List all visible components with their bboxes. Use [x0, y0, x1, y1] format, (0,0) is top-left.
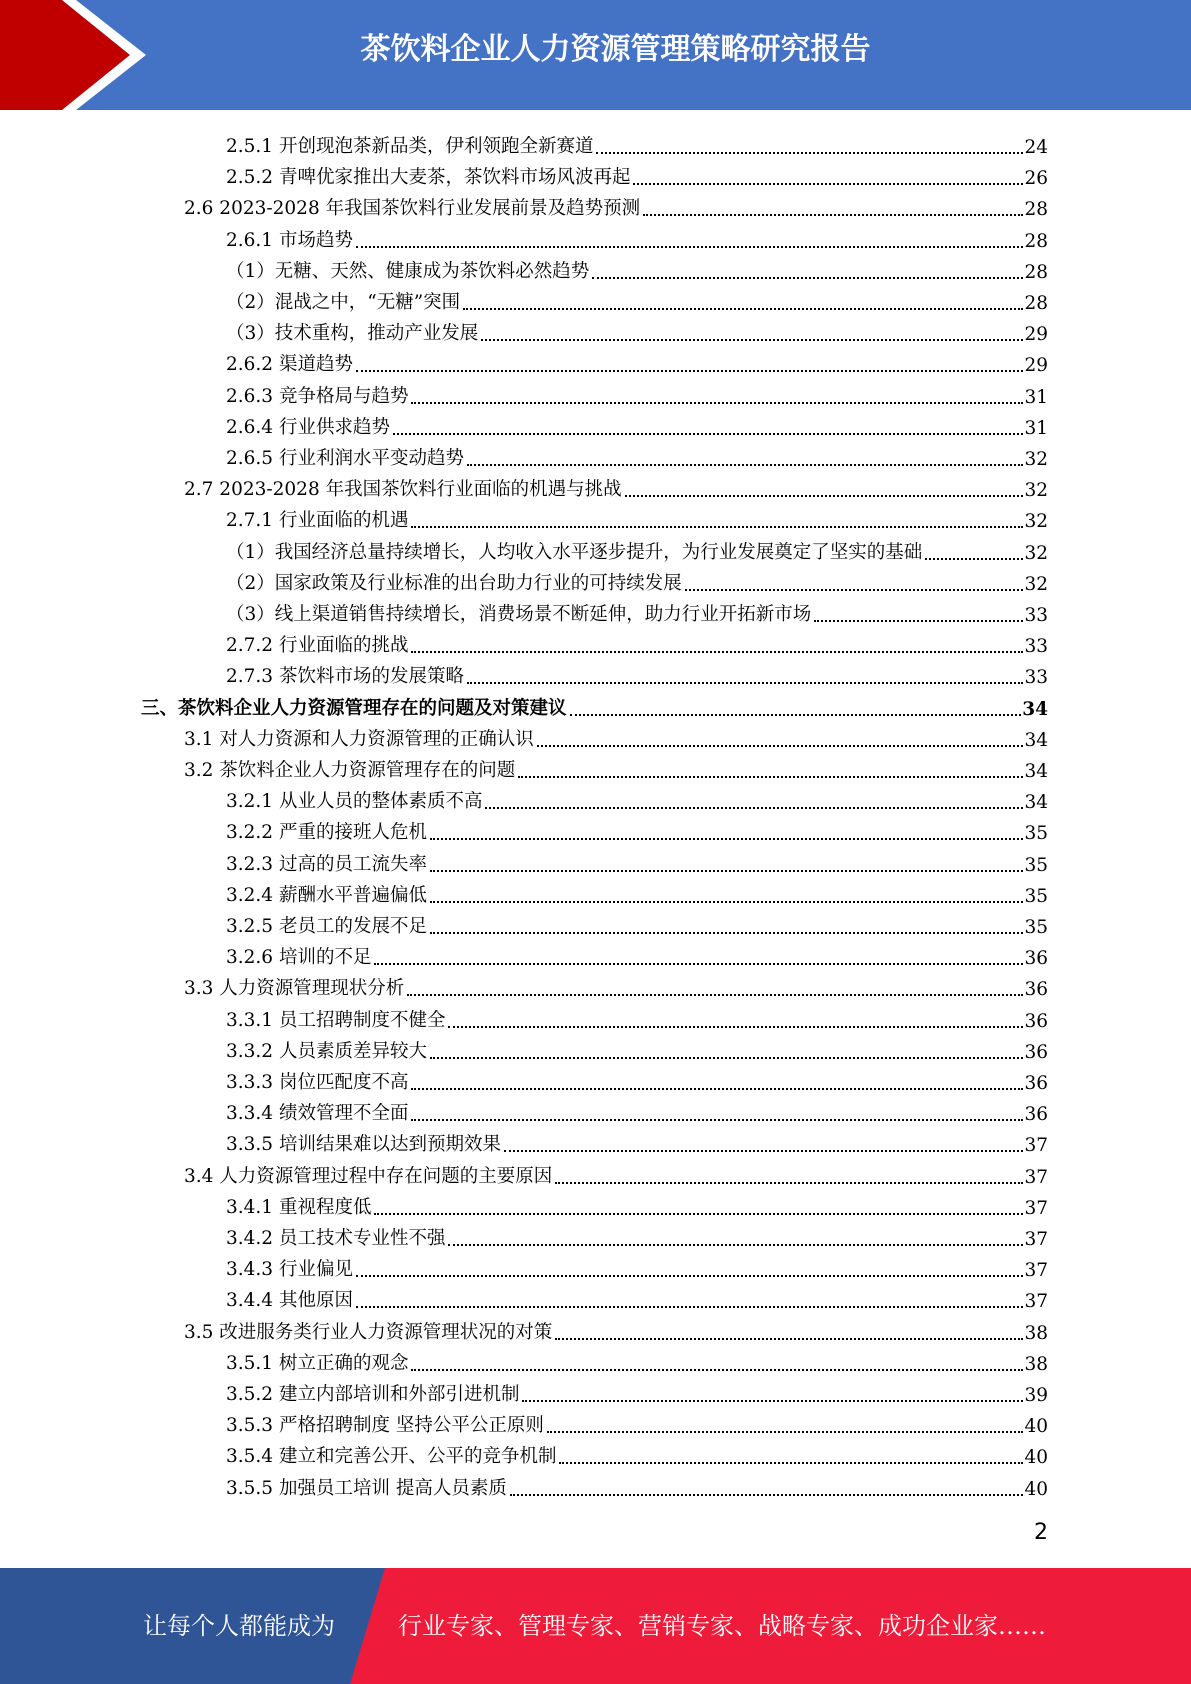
toc-entry-page: 31: [1024, 417, 1048, 439]
toc-entry-title: 2.6.5 行业利润水平变动趋势: [226, 448, 464, 469]
toc-entry-title: （3）线上渠道销售持续增长，消费场景不断延伸，助力行业开拓新市场: [226, 604, 812, 625]
toc-entry[interactable]: [226, 1094, 1048, 1125]
toc-entry[interactable]: [226, 252, 1048, 283]
toc-entry[interactable]: [226, 1063, 1048, 1094]
toc-entry-page: 40: [1024, 1416, 1048, 1438]
toc-leader-dots: [570, 700, 1022, 716]
toc-entry-title: 2.5.1 开创现泡茶新品类，伊利领跑全新赛道: [226, 136, 594, 157]
toc-entry-page: 36: [1024, 1073, 1048, 1094]
toc-entry[interactable]: [226, 314, 1048, 345]
toc-entry-page: 38: [1024, 1322, 1048, 1344]
toc-entry[interactable]: [184, 751, 1048, 782]
toc-entry[interactable]: [226, 439, 1048, 470]
toc-entry-title: 3.5.5 加强员工培训 提高人员素质: [226, 1477, 507, 1499]
toc-entry-page: 33: [1024, 605, 1048, 626]
toc-leader-dots: [485, 793, 1023, 809]
toc-entry[interactable]: [226, 158, 1048, 189]
toc-entry-title: （1）无糖、天然、健康成为茶饮料必然趋势: [226, 260, 590, 282]
toc-leader-dots: [430, 887, 1023, 903]
toc-entry-title: 2.7.3 茶饮料市场的发展策略: [226, 666, 464, 688]
toc-leader-dots: [625, 481, 1024, 497]
toc-entry-title: 3.4.3 行业偏见: [226, 1259, 353, 1281]
toc-entry-page: 35: [1024, 885, 1048, 907]
toc-entry[interactable]: [226, 533, 1048, 564]
footer-slogan-left: 让每个人都能成为: [143, 1612, 335, 1640]
toc-entry[interactable]: [226, 1001, 1048, 1032]
toc-entry-title: 2.6.2 渠道趋势: [226, 354, 353, 376]
toc-entry-title: 3.2.3 过高的员工流失率: [226, 853, 427, 875]
toc-leader-dots: [430, 1043, 1023, 1059]
toc-entry[interactable]: [226, 283, 1048, 314]
toc-entry-page: 37: [1024, 1135, 1048, 1157]
toc-leader-dots: [411, 1355, 1023, 1371]
toc-leader-dots: [555, 1168, 1023, 1184]
toc-entry-title: 3.5.1 树立正确的观念: [226, 1352, 409, 1374]
toc-leader-dots: [592, 263, 1023, 279]
toc-entry[interactable]: [226, 1281, 1048, 1312]
toc-entry[interactable]: [184, 720, 1048, 751]
toc-entry-page: 29: [1024, 324, 1048, 346]
toc-leader-dots: [430, 824, 1023, 840]
toc-entry-title: 3.3.3 岗位匹配度不高: [226, 1072, 409, 1093]
toc-entry-title: 3.4.1 重视程度低: [226, 1196, 372, 1218]
toc-entry[interactable]: [226, 1125, 1048, 1156]
toc-leader-dots: [510, 1480, 1024, 1496]
toc-entry-title: 3.3.2 人员素质差异较大: [226, 1040, 427, 1062]
toc-leader-dots: [925, 544, 1023, 560]
toc-entry-title: （1）我国经济总量持续增长，人均收入水平逐步提升，为行业发展奠定了坚实的基础: [226, 541, 923, 563]
toc-entry-page: 34: [1024, 792, 1048, 814]
toc-entry-page: 32: [1024, 480, 1048, 502]
toc-entry[interactable]: [184, 189, 1048, 220]
toc-entry[interactable]: [184, 1157, 1048, 1188]
toc-entry-title: （3）技术重构，推动产业发展: [226, 323, 479, 345]
toc-entry-page: 24: [1024, 137, 1048, 158]
toc-entry[interactable]: [226, 501, 1048, 532]
toc-entry-title: 3.4.4 其他原因: [226, 1290, 353, 1312]
toc-leader-dots: [411, 1074, 1023, 1090]
toc-entry-page: 29: [1024, 355, 1048, 377]
toc-entry-page: 37: [1024, 1197, 1048, 1219]
toc-entry-page: 35: [1024, 854, 1048, 876]
toc-leader-dots: [537, 731, 1024, 747]
toc-entry[interactable]: [226, 564, 1048, 595]
toc-entry-title: 3.5.4 建立和完善公开、公平的竞争机制: [226, 1446, 557, 1468]
toc-entry-title: 3.2.5 老员工的发展不足: [226, 916, 427, 937]
toc-entry-page: 26: [1024, 168, 1048, 190]
toc-entry-title: 2.5.2 青啤优家推出大麦茶，茶饮料市场风波再起: [226, 167, 631, 189]
toc-entry[interactable]: [184, 1313, 1048, 1344]
toc-entry-page: 37: [1024, 1229, 1048, 1250]
toc-entry[interactable]: [226, 657, 1048, 688]
toc-entry[interactable]: [226, 1344, 1048, 1375]
toc-leader-dots: [448, 1230, 1023, 1246]
toc-entry-page: 32: [1024, 573, 1048, 595]
toc-leader-dots: [463, 294, 1023, 310]
toc-entry-title: 3.4 人力资源管理过程中存在问题的主要原因: [184, 1165, 553, 1187]
toc-entry[interactable]: [226, 626, 1048, 657]
toc-leader-dots: [356, 356, 1024, 372]
toc-entry-title: 3.2.4 薪酬水平普遍偏低: [226, 884, 427, 906]
toc-entry-title: 3.2.1 从业人员的整体素质不高: [226, 791, 483, 813]
toc-entry-page: 33: [1024, 667, 1048, 689]
toc-entry[interactable]: [226, 127, 1048, 158]
toc-entry-title: 3.2 茶饮料企业人力资源管理存在的问题: [184, 760, 516, 781]
toc-leader-dots: [504, 1136, 1023, 1152]
toc-leader-dots: [547, 1417, 1024, 1433]
toc-entry-page: 38: [1024, 1353, 1048, 1375]
toc-entry-page: 36: [1024, 948, 1048, 970]
toc-entry-title: 2.6 2023-2028 年我国茶饮料行业发展前景及趋势预测: [184, 198, 641, 220]
toc-entry-title: 3.3 人力资源管理现状分析: [184, 978, 405, 1000]
toc-leader-dots: [430, 918, 1023, 934]
toc-leader-dots: [522, 1386, 1023, 1402]
toc-entry-title: 2.6.1 市场趋势: [226, 229, 353, 251]
toc-entry-title: 3.1 对人力资源和人力资源管理的正确认识: [184, 728, 534, 750]
footer-band: [0, 1568, 1191, 1684]
toc-entry-page: 36: [1024, 1010, 1048, 1032]
page-number: 2: [1034, 1520, 1048, 1545]
toc-entry-title: （2）国家政策及行业标准的出台助力行业的可持续发展: [226, 572, 682, 594]
toc-entry-page: 32: [1024, 449, 1048, 470]
toc-entry-page: 28: [1024, 293, 1048, 314]
toc-entry[interactable]: [226, 1188, 1048, 1219]
toc-entry[interactable]: [226, 345, 1048, 376]
toc-entry-page: 36: [1024, 1041, 1048, 1063]
toc-entry-page: 34: [1024, 729, 1048, 751]
toc-leader-dots: [448, 1012, 1023, 1028]
toc-entry-page: 36: [1024, 979, 1048, 1001]
toc-entry[interactable]: [226, 1219, 1048, 1250]
toc-entry-page: 28: [1024, 230, 1048, 252]
toc-entry[interactable]: [141, 689, 1048, 720]
footer-slogan-right: 行业专家、管理专家、营销专家、战略专家、成功企业家……: [398, 1612, 1046, 1640]
toc-entry-title: 3.4.2 员工技术专业性不强: [226, 1228, 446, 1249]
toc-entry-title: 3.5.2 建立内部培训和外部引进机制: [226, 1384, 520, 1405]
toc-entry-title: 3.2.2 严重的接班人危机: [226, 822, 427, 844]
toc-leader-dots: [814, 606, 1023, 622]
toc-entry-page: 35: [1024, 823, 1048, 845]
toc-leader-dots: [555, 1324, 1023, 1340]
toc-entry-title: 3.2.6 培训的不足: [226, 947, 372, 969]
toc-leader-dots: [411, 1105, 1023, 1121]
toc-entry-page: 37: [1024, 1166, 1048, 1188]
toc-entry-page: 37: [1024, 1260, 1048, 1282]
toc-leader-dots: [643, 200, 1023, 216]
toc-leader-dots: [411, 512, 1023, 528]
toc-leader-dots: [356, 1261, 1024, 1277]
toc-entry[interactable]: [226, 845, 1048, 876]
toc-entry-title: 3.3.1 员工招聘制度不健全: [226, 1009, 446, 1031]
toc-entry-title: 2.7.2 行业面临的挑战: [226, 635, 409, 657]
toc-entry[interactable]: [226, 1469, 1048, 1500]
toc-entry[interactable]: [226, 1437, 1048, 1468]
document-title: 茶饮料企业人力资源管理策略研究报告: [360, 32, 871, 67]
toc-leader-dots: [356, 232, 1024, 248]
toc-entry[interactable]: [226, 907, 1048, 938]
toc-leader-dots: [685, 575, 1024, 591]
toc-entry-page: 37: [1024, 1291, 1048, 1313]
toc-leader-dots: [356, 1292, 1024, 1308]
toc-entry-page: 28: [1024, 261, 1048, 283]
toc-leader-dots: [374, 1199, 1023, 1215]
toc-entry-title: 3.3.4 绩效管理不全面: [226, 1103, 409, 1125]
toc-entry[interactable]: [226, 1250, 1048, 1281]
toc-entry[interactable]: [226, 813, 1048, 844]
toc-entry-title: 2.6.4 行业供求趋势: [226, 416, 390, 438]
toc-entry-page: 34: [1022, 698, 1048, 720]
toc-entry[interactable]: [226, 1032, 1048, 1063]
toc-entry-page: 39: [1024, 1385, 1048, 1406]
toc-entry[interactable]: [184, 470, 1048, 501]
toc-entry-page: 40: [1024, 1447, 1048, 1469]
toc-entry[interactable]: [226, 782, 1048, 813]
toc-entry-title: 3.5 改进服务类行业人力资源管理状况的对策: [184, 1321, 553, 1343]
toc-leader-dots: [596, 138, 1023, 154]
toc-entry-title: 三、茶饮料企业人力资源管理存在的问题及对策建议: [141, 697, 567, 719]
toc-leader-dots: [481, 325, 1023, 341]
toc-leader-dots: [518, 762, 1023, 778]
toc-leader-dots: [633, 169, 1023, 185]
toc-leader-dots: [411, 637, 1023, 653]
toc-entry[interactable]: [226, 938, 1048, 969]
toc-entry-page: 34: [1024, 761, 1048, 782]
toc-entry-title: 2.7 2023-2028 年我国茶饮料行业面临的机遇与挑战: [184, 479, 622, 501]
toc-leader-dots: [430, 856, 1023, 872]
header-band: [0, 0, 1191, 110]
toc-leader-dots: [559, 1448, 1023, 1464]
toc-leader-dots: [374, 949, 1023, 965]
toc-entry[interactable]: [226, 377, 1048, 408]
toc-leader-dots: [467, 668, 1023, 684]
toc-entry-title: （2）混战之中，“无糖”突围: [226, 292, 461, 313]
toc-entry-page: 36: [1024, 1104, 1048, 1126]
toc-leader-dots: [467, 450, 1023, 466]
toc-entry[interactable]: [226, 876, 1048, 907]
toc-entry[interactable]: [226, 1406, 1048, 1437]
toc-entry-title: 3.3.5 培训结果难以达到预期效果: [226, 1134, 501, 1156]
toc-entry-page: 40: [1024, 1478, 1048, 1500]
toc-entry-page: 32: [1024, 511, 1048, 533]
toc-entry-title: 2.7.1 行业面临的机遇: [226, 510, 409, 532]
toc-entry-page: 32: [1024, 542, 1048, 564]
toc-entry[interactable]: [226, 408, 1048, 439]
toc-entry-page: 28: [1024, 199, 1048, 221]
toc-entry[interactable]: [226, 595, 1048, 626]
toc-entry[interactable]: [184, 969, 1048, 1000]
toc-leader-dots: [411, 388, 1023, 404]
toc-entry-page: 31: [1024, 386, 1048, 408]
toc-entry-page: 35: [1024, 917, 1048, 938]
toc-entry-page: 33: [1024, 636, 1048, 658]
toc-entry-title: 2.6.3 竞争格局与趋势: [226, 385, 409, 407]
toc-entry[interactable]: [226, 1375, 1048, 1406]
toc-entry-title: 3.5.3 严格招聘制度 坚持公平公正原则: [226, 1415, 544, 1437]
toc-entry[interactable]: [226, 221, 1048, 252]
toc-leader-dots: [407, 980, 1023, 996]
toc-leader-dots: [393, 419, 1023, 435]
